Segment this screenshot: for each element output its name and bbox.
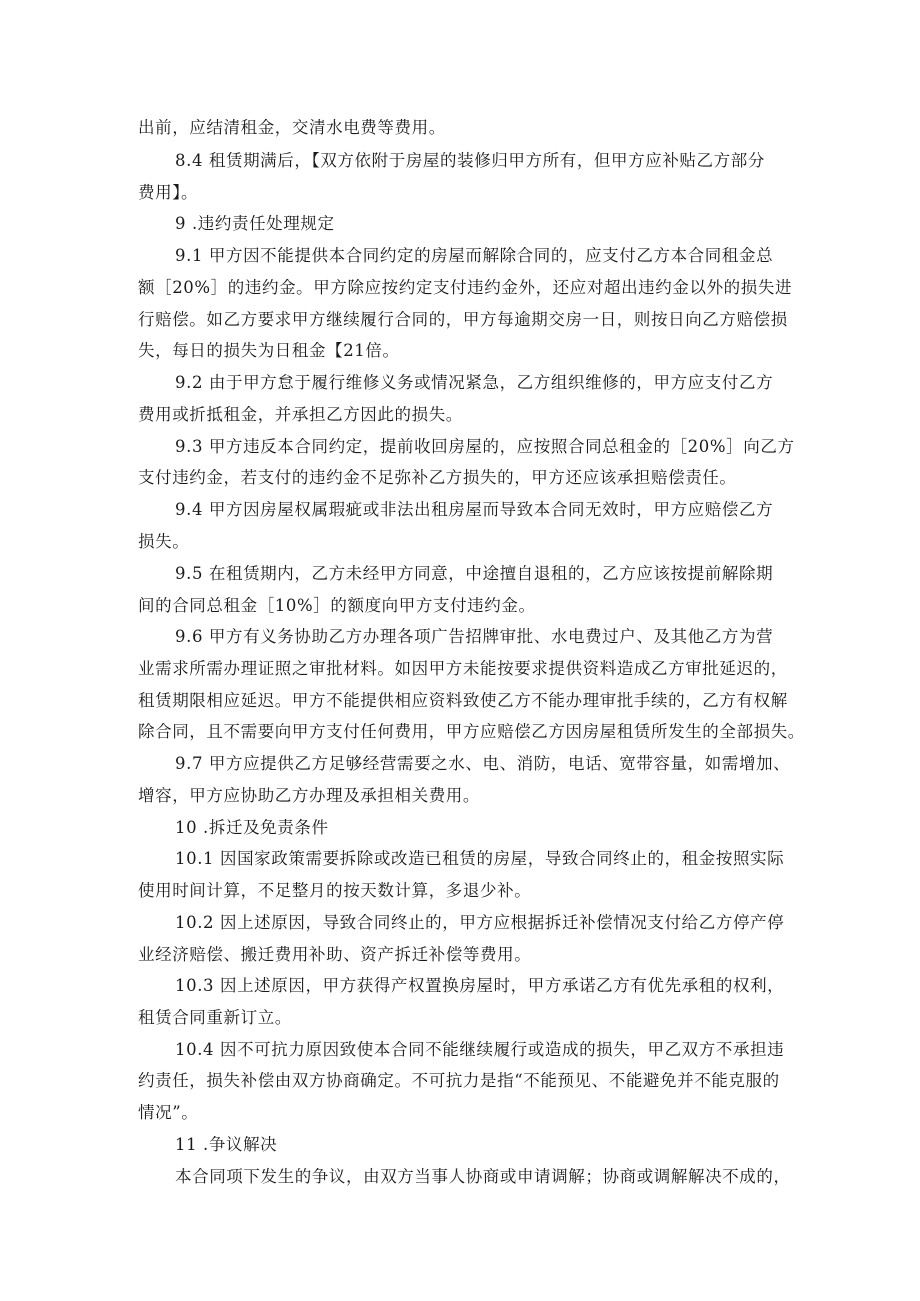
clause-9-2: 9.2 由于甲方怠于履行维修义务或情况紧急，乙方组织维修的，甲方应支付乙方 [175,373,774,392]
text-line: 支付违约金，若支付的违约金不足弥补乙方损失的，甲方还应该承担赔偿责任。 [138,468,737,487]
text-line: 租赁期限相应延迟。甲方不能提供相应资料致使乙方不能办理审批手续的，乙方有权解 [138,691,788,710]
clause-10-1: 10.1 因国家政策需要拆除或改造已租赁的房屋，导致合同终止的，租金按照实际 [175,849,785,868]
clause-10-3: 10.3 因上述原因，甲方获得产权置换房屋时，甲方承诺乙方有优先承租的权利， [175,976,785,995]
text-line: 失，每日的损失为日租金【21倍。 [138,341,400,360]
clause-9-3: 9.3 甲方违反本合同约定，提前收回房屋的，应按照合同总租金的［20%］向乙方 [175,437,795,456]
section-heading-11: 11 .争议解决 [175,1135,278,1154]
clause-10-2: 10.2 因上述原因，导致合同终止的，甲方应根据拆迁补偿情况支付给乙方停产停 [175,913,785,932]
text-line: 损失。 [138,532,190,551]
clause-9-7: 9.7 甲方应提供乙方足够经营需要之水、电、消防，电话、宽带容量，如需增加、 [175,754,791,773]
clause-9-4: 9.4 甲方因房屋权属瑕疵或非法出租房屋而导致本合同无效时，甲方应赔偿乙方 [175,500,774,519]
section-heading-9: 9 .违约责任处理规定 [175,214,335,233]
text-line: 业经济赔偿、搬迁费用补助、资产拆迁补偿等费用。 [138,945,532,964]
text-line: 使用时间计算，不足整月的按天数计算，多退少补。 [138,881,532,900]
clause-9-5: 9.5 在租赁期内，乙方未经甲方同意，中途擅自退租的，乙方应该按提前解除期 [175,564,774,583]
clause-9-6: 9.6 甲方有义务协助乙方办理各项广告招牌审批、水电费过户、及其他乙方为营 [175,627,774,646]
section-heading-10: 10 .拆迁及免责条件 [175,818,329,837]
clause-9-1: 9.1 甲方因不能提供本合同约定的房屋而解除合同的，应支付乙方本合同租金总 [175,246,774,265]
text-line: 租赁合同重新订立。 [138,1008,292,1027]
clause-10-4: 10.4 因不可抗力原因致使本合同不能继续履行或造成的损失，甲乙双方不承担违 [175,1040,785,1059]
clause-8-4: 8.4 租赁期满后，【双方依附于房屋的装修归甲方所有，但甲方应补贴乙方部分 [175,151,765,170]
text-line: 行赔偿。如乙方要求甲方继续履行合同的，甲方每逾期交房一日，则按日向乙方赔偿损 [138,310,788,329]
text-line: 约责任，损失补偿由双方协商确定。不可抗力是指“不能预见、不能避免并不能克服的 [138,1071,780,1090]
text-line: 情况”。 [138,1103,199,1122]
text-line: 业需求所需办理证照之审批材料。如因甲方未能按要求提供资料造成乙方审批延迟的， [138,659,788,678]
text-line: 本合同项下发生的争议，由双方当事人协商或申请调解；协商或调解解决不成的， [175,1167,791,1186]
text-line: 费用】。 [138,183,199,202]
text-line: 增容，甲方应协助乙方办理及承担相关费用。 [138,786,480,805]
text-line: 额［20%］的违约金。甲方除应按约定支付违约金外，还应对超出违约金以外的损失进 [138,278,793,297]
text-line: 间的合同总租金［10%］的额度向甲方支付违约金。 [138,596,536,615]
text-line: 费用或折抵租金，并承担乙方因此的损失。 [138,405,463,424]
text-line: 出前，应结清租金，交清水电费等费用。 [138,118,446,137]
text-line: 除合同，且不需要向甲方支付任何费用，甲方应赔偿乙方因房屋租赁所发生的全部损失。 [138,722,805,741]
